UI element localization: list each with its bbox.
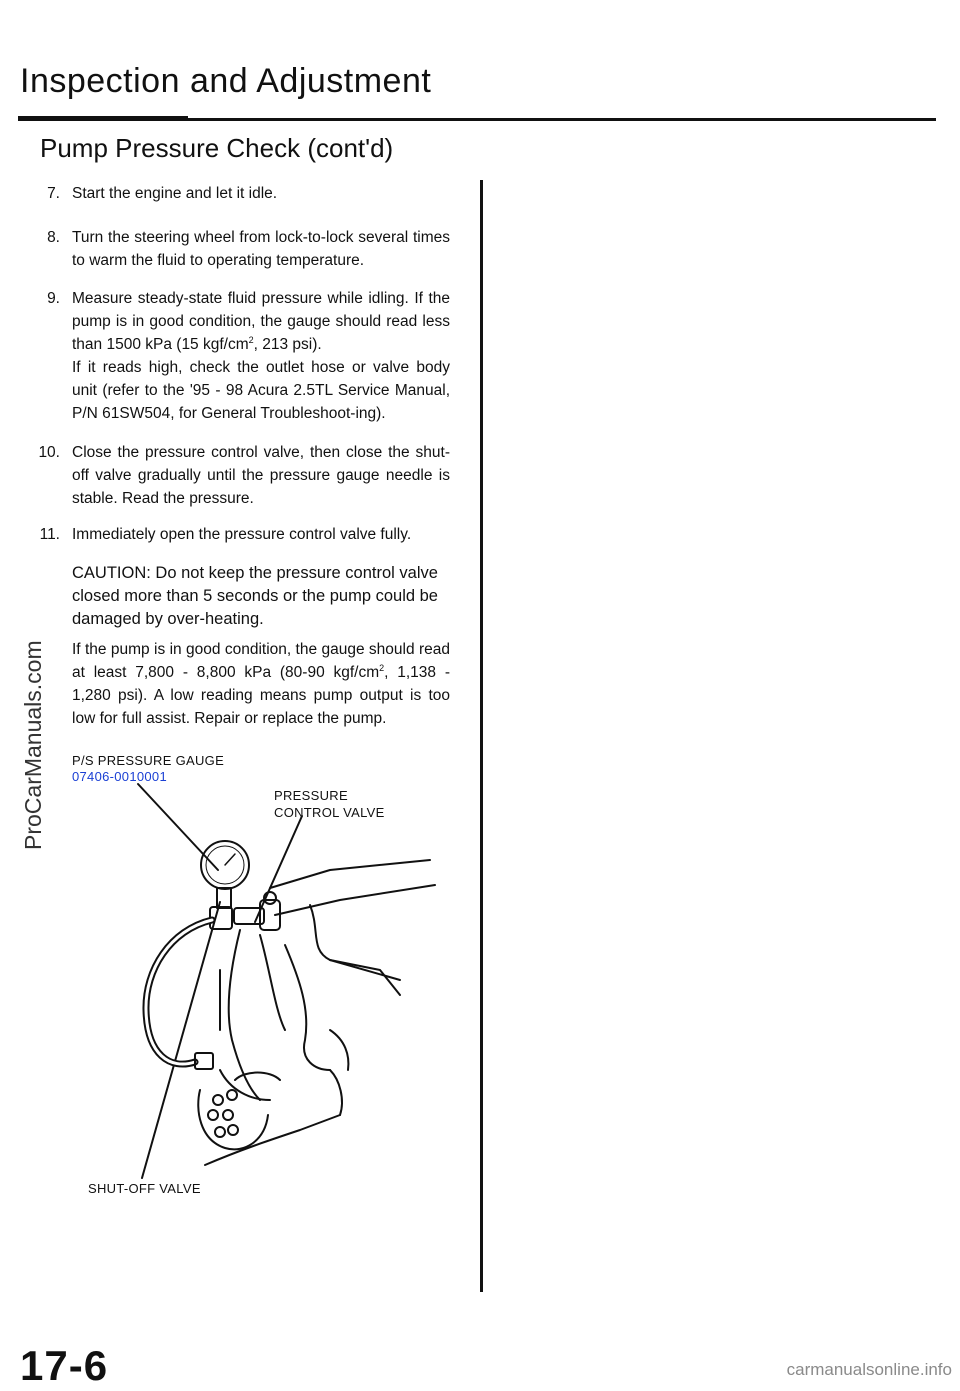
note-text-b: , 1,138 - 1,280 psi). A low reading means pump output is too low for full assist. Repair or replace the pump. (72, 664, 450, 727)
step-number: 8. (47, 229, 60, 246)
superscript: 2 (248, 335, 254, 345)
result-note (72, 638, 450, 730)
pressure-valve-leader-line (255, 816, 302, 922)
step-9 (30, 287, 450, 425)
column-divider (480, 180, 483, 1292)
step-10 (30, 441, 450, 510)
superscript: 2 (379, 663, 385, 673)
step-text (72, 287, 450, 425)
side-watermark: ProCarManuals.com (20, 640, 46, 850)
step-number: 7. (47, 185, 60, 202)
step-text: Start the engine and let it idle. (72, 185, 278, 202)
step-9-text-a: Measure steady-state fluid pressure while idling. If the pump is in good condition, the gauge should read less than 1500 kPa (15 kgf/cm (72, 290, 450, 353)
step-number: 10. (38, 444, 60, 461)
page-title: Inspection and Adjustment (20, 62, 432, 100)
step-text: Turn the steering wheel from lock-to-lock several times to warm the fluid to operating temperature. (72, 229, 450, 269)
gauge-leader-line (138, 784, 218, 870)
pressure-valve-label-1: PRESSURE (274, 788, 348, 803)
page-number: 17-6 (20, 1342, 109, 1389)
pressure-gauge-diagram (100, 770, 450, 1190)
note-text-a: If the pump is in good condition, the gauge should read at least 7,800 - 8,800 kPa (80-90 kgf/cm (72, 641, 450, 681)
step-text: Immediately open the pressure control valve fully. (72, 526, 412, 543)
step-9-text-b: , 213 psi). (253, 336, 322, 353)
caution-text: CAUTION: Do not keep the pressure control valve closed more than 5 seconds or the pump could be damaged by over-heating. (72, 564, 438, 628)
footer-url: carmanualsonline.info (786, 1360, 952, 1379)
step-number: 11. (39, 526, 60, 543)
shutoff-valve-label: SHUT-OFF VALVE (88, 1181, 201, 1196)
title-rule (18, 118, 936, 121)
pressure-valve-label-2: CONTROL VALVE (274, 805, 385, 820)
step-text: Close the pressure control valve, then close the shut-off valve gradually until the pressure gauge needle is stable. Read the pressure. (72, 444, 450, 507)
gauge-label: P/S PRESSURE GAUGE (72, 753, 225, 768)
step-9-text-c: If it reads high, check the outlet hose or valve body unit (refer to the '95 - 98 Acura 2.5TL Service Manual, P/N 61SW504, for General Troubleshoot-ing). (72, 359, 450, 422)
step-number: 9. (47, 290, 60, 307)
step-8 (30, 226, 450, 272)
step-11 (30, 523, 450, 546)
step-7 (30, 182, 450, 205)
gauge-part-number: 07406-0010001 (72, 769, 167, 784)
section-title: Pump Pressure Check (cont'd) (40, 133, 394, 163)
